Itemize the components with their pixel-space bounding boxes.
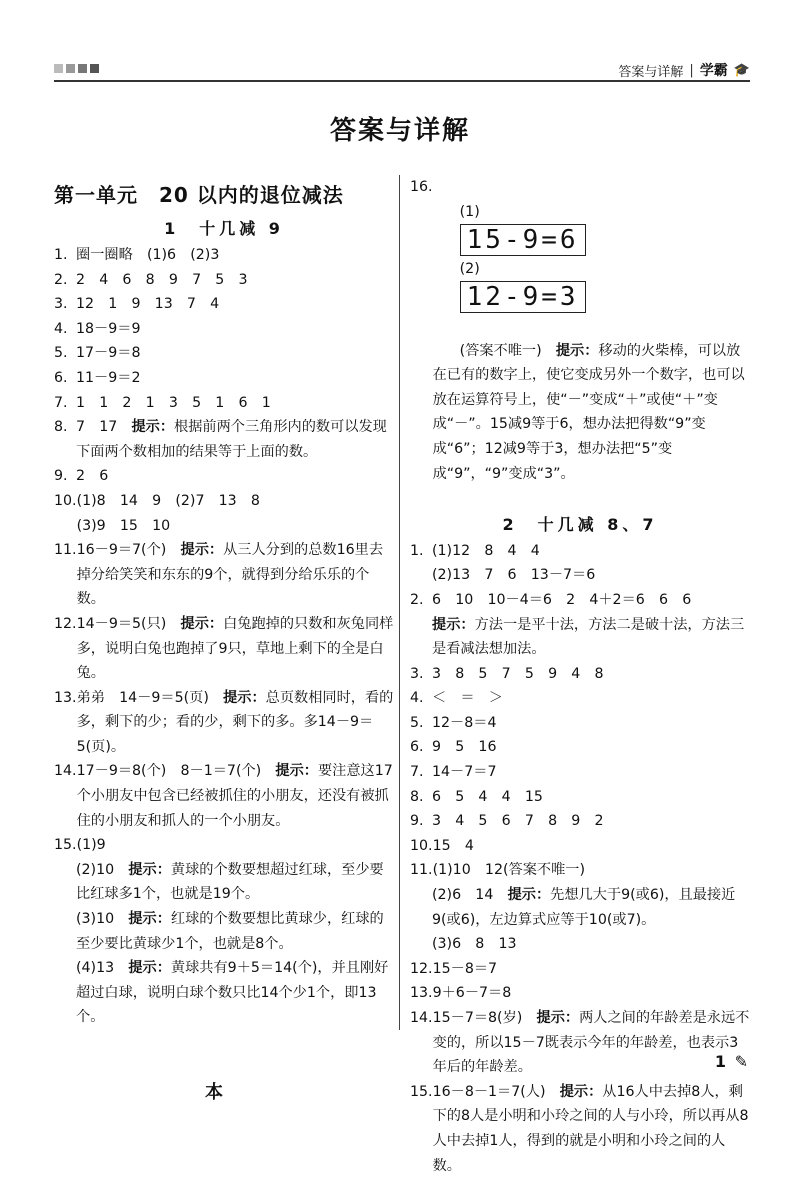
answer-value: 15－7＝8(岁)	[432, 1010, 537, 1026]
answer-item	[54, 833, 394, 858]
answer-value: 圈一圈略 (1)6 (2)3	[76, 247, 220, 263]
answer-item	[54, 858, 394, 907]
item-text	[76, 317, 394, 342]
item-text	[76, 415, 394, 464]
item-number: 2.	[54, 271, 68, 288]
answer-item	[54, 907, 394, 956]
item-number: 14.	[54, 763, 77, 780]
answer-item	[410, 858, 750, 883]
item-text	[77, 759, 394, 833]
answer-item	[54, 489, 394, 538]
item-number: 12.	[410, 960, 433, 977]
item-text	[76, 391, 394, 416]
hint-label: 提示：	[180, 615, 224, 632]
answer-value: 9 5 16	[432, 739, 497, 756]
header-rule	[54, 80, 750, 82]
answer-item	[410, 785, 750, 810]
item-text	[76, 366, 394, 391]
answer-item	[410, 883, 750, 932]
hint-text: 两人之间的年龄差是永远不变的，所以15－7既表示今年的年龄差，也表示3年后的年龄差。	[432, 1010, 750, 1076]
answer-value: (1)9	[76, 837, 106, 854]
hint-text: 从三人分到的总数16里去掉分给笑笑和东东的9个，就得到分给乐乐的个数。	[76, 542, 384, 608]
item-number: 8.	[410, 788, 424, 805]
answer-value: 17－9＝8(个) 8－1＝7(个)	[76, 763, 276, 780]
hint-text: 先想几大于9(或6)，且最接近9(或6)，左边算式应等于10(或7)。	[432, 887, 736, 928]
page-title: 答案与详解	[329, 116, 470, 146]
left-column	[54, 175, 394, 1030]
answer-item	[54, 341, 394, 366]
item-number: 1.	[54, 247, 68, 263]
answer-item	[54, 391, 394, 416]
item-text	[76, 243, 394, 268]
answer-item	[54, 366, 394, 391]
item-text	[432, 662, 750, 687]
item-number	[54, 907, 76, 956]
answer-value: 16－8－1＝7(人)	[432, 1083, 560, 1100]
item-text	[77, 686, 394, 760]
item-number: 2.	[410, 591, 424, 608]
hint-text: 黄球共有9＋5＝14(个)，并且刚好超过白球，说明白球个数只比14个少1个，即13个。	[76, 960, 389, 1026]
answer-value: 18－9＝9	[76, 320, 141, 337]
item-number	[410, 883, 432, 932]
item-text	[432, 613, 750, 662]
part-label: (1)	[459, 203, 480, 220]
item-text	[76, 956, 394, 1030]
graduation-cap-icon: 🎓	[733, 62, 750, 78]
hint-label: 提示：	[128, 911, 171, 928]
decor-square	[78, 64, 87, 73]
answer-value: 16－9＝7(个)	[76, 542, 181, 559]
answer-item	[410, 175, 750, 511]
matchstick-equation: 15-9=6	[460, 224, 586, 256]
answer-item	[410, 711, 750, 736]
answer-value: 14－7＝7	[432, 764, 497, 781]
item-number: 13.	[410, 985, 433, 1002]
answer-item	[410, 834, 750, 859]
answer-value: (4)13	[76, 960, 129, 977]
item-text	[76, 292, 394, 317]
item-text	[432, 760, 750, 785]
answer-value: 11－9＝2	[76, 369, 141, 386]
answer-item	[410, 662, 750, 687]
item-number: 15.	[410, 1083, 433, 1100]
answer-value: 弟弟 14－9＝5(页)	[76, 689, 224, 706]
answer-item	[54, 415, 394, 464]
answer-item	[54, 956, 394, 1030]
item-number: 15.	[54, 837, 77, 854]
answer-value: ＜ ＝ ＞	[432, 690, 503, 707]
item-text	[433, 175, 750, 511]
answer-item	[54, 612, 394, 686]
answer-value: (1)12 8 4 4 (2)13 7 6 13－7＝6	[432, 542, 596, 584]
note: (答案不唯一)	[459, 342, 556, 359]
answer-item	[54, 268, 394, 293]
answer-value: 12－8＝4	[432, 714, 497, 731]
answer-value: 2 4 6 8 9 7 5 3	[76, 271, 248, 288]
section-title: 1 十几减 9	[164, 219, 284, 238]
item-text	[432, 735, 750, 760]
answer-value: 9＋6－7＝8	[432, 985, 512, 1002]
answer-item	[410, 932, 750, 957]
answer-item	[410, 760, 750, 785]
item-text	[77, 489, 394, 538]
item-number: 4.	[410, 690, 424, 707]
answer-value: 1 1 2 1 3 5 1 6 1	[76, 394, 271, 411]
hint-label: 提示：	[432, 616, 475, 633]
item-number: 3.	[410, 665, 424, 682]
answer-item	[54, 686, 394, 760]
footer-char: 本	[205, 1082, 223, 1103]
item-number: 8.	[54, 419, 68, 436]
item-text	[432, 932, 750, 957]
answer-item	[410, 539, 750, 588]
item-number: 10.	[54, 492, 77, 509]
answer-list	[410, 539, 750, 1178]
hint-text: 白兔跑掉的只数和灰兔同样多，说明白兔也跑掉了9只，草地上剩下的全是白兔。	[76, 615, 394, 682]
item-number: 11.	[54, 542, 77, 559]
answer-item	[54, 464, 394, 489]
item-number	[54, 858, 76, 907]
answer-item	[54, 538, 394, 612]
answer-list	[54, 243, 394, 1030]
hint-text: 从16人中去掉8人，剩下的8人是小明和小玲之间的人与小玲，所以再从8人中去掉1人，得到的就是小明和小玲之间的人数。	[432, 1083, 749, 1174]
hint-label: 提示：	[559, 1083, 603, 1100]
item-text	[76, 464, 394, 489]
item-number	[410, 613, 432, 662]
answer-value: (1)8 14 9 (2)7 13 8 (3)9 15 10	[76, 492, 260, 534]
item-number: 5.	[54, 345, 68, 362]
header-title: 答案与详解	[618, 64, 684, 80]
item-number: 6.	[410, 739, 424, 756]
answer-item	[410, 735, 750, 760]
answer-value: 14－9＝5(只)	[76, 615, 181, 632]
hint-label: 提示：	[131, 419, 175, 436]
header-right	[618, 60, 750, 80]
hint-text: 黄球的个数要想超过红球，至少要比红球多1个，也就是19个。	[76, 861, 384, 903]
hint-label: 提示：	[507, 887, 551, 904]
answer-value: 15－8＝7	[432, 960, 498, 977]
item-number: 7.	[54, 394, 68, 411]
item-number: 16.	[410, 179, 433, 195]
item-number: 10.	[410, 837, 433, 854]
answer-item	[54, 292, 394, 317]
item-text	[432, 686, 750, 711]
answer-value: (2)10	[76, 861, 129, 878]
answer-item	[410, 809, 750, 834]
item-number: 9.	[54, 468, 68, 485]
item-text	[432, 785, 750, 810]
section-title: 2 十几减 8、7	[502, 514, 658, 534]
item-number: 12.	[54, 615, 77, 632]
item-number: 5.	[410, 714, 424, 731]
decor-square	[66, 64, 75, 73]
item-text	[433, 834, 750, 859]
hint-label: 提示：	[275, 763, 318, 780]
hint-label: 提示：	[536, 1010, 580, 1026]
answer-value: (1)10 12(答案不唯一)	[432, 862, 585, 879]
hint-text: 要注意这17个小朋友中包含已经被抓住的小朋友，还没有被抓住的小朋友和抓人的一个小朋友。	[76, 763, 393, 829]
answer-item	[410, 1080, 750, 1178]
answer-item	[54, 243, 394, 268]
answer-value: (3)10	[76, 911, 129, 928]
hint-text: 根据前两个三角形内的数可以发现下面两个数相加的结果等于上面的数。	[76, 419, 387, 460]
item-number	[410, 932, 432, 957]
answer-item	[410, 957, 750, 982]
item-number: 6.	[54, 369, 68, 386]
answer-value: (3)6 8 13	[432, 936, 517, 953]
item-number: 13.	[54, 689, 77, 706]
item-text	[433, 858, 750, 883]
decor-square	[54, 64, 63, 73]
item-text	[432, 883, 750, 932]
hint-label: 提示：	[128, 960, 171, 977]
answer-item	[54, 759, 394, 833]
part-label: (2)	[459, 260, 480, 277]
brand-logo: 学霸	[699, 63, 728, 79]
hint-label: 提示：	[128, 861, 171, 878]
hint-text: 总页数相同时，看的多，剩下的少；看的少，剩下的多。多14－9＝5(页)。	[76, 689, 394, 755]
answer-value: (2)6 14	[432, 887, 508, 904]
item-text	[76, 341, 394, 366]
item-text	[76, 268, 394, 293]
page-number: 1	[714, 1052, 726, 1071]
item-number: 14.	[410, 1010, 433, 1026]
answer-item	[410, 1006, 750, 1080]
header-decoration	[54, 64, 99, 73]
hint-label: 提示：	[180, 542, 224, 559]
item-number	[54, 956, 76, 1030]
item-text	[76, 907, 394, 956]
item-number: 11.	[410, 862, 433, 879]
item-text	[77, 538, 394, 612]
item-number: 9.	[410, 813, 424, 830]
answer-value: 6 10 10－4＝6 2 4＋2＝6 6 6	[432, 591, 692, 608]
item-text	[76, 858, 394, 907]
item-text	[433, 1006, 750, 1080]
item-text	[77, 612, 394, 686]
header-separator: |	[689, 62, 694, 78]
answer-item	[410, 981, 750, 1006]
item-text	[433, 981, 750, 1006]
answer-value: 7 17	[76, 419, 132, 436]
item-number: 7.	[410, 764, 424, 781]
answer-value: 3 4 5 6 7 8 9 2	[432, 813, 604, 830]
answer-value: 12 1 9 13 7 4	[76, 296, 220, 313]
item-text	[432, 539, 750, 588]
item-number: 3.	[54, 296, 68, 313]
answer-item	[54, 317, 394, 342]
answer-value: 17－9＝8	[76, 345, 141, 362]
matchstick-equation: 12-9=3	[460, 281, 586, 313]
right-column	[410, 175, 750, 1178]
hint-text: 移动的火柴棒，可以放在已有的数字上，使它变成另外一个数字，也可以放在运算符号上，使“－”变成“＋”或使“＋”变成“－”。15减9等于6，想办法把得数“9”变成“6”；12减9等于3，想办法把“5”变成“9”，“9”变成“3”。	[432, 342, 745, 482]
item-text	[77, 833, 394, 858]
item-text	[433, 957, 750, 982]
pencil-icon: ✎	[734, 1052, 748, 1071]
column-divider	[399, 175, 400, 1030]
answer-value: 3 8 5 7 5 9 4 8	[432, 665, 604, 682]
item-text	[432, 588, 750, 613]
hint-label: 提示：	[555, 342, 599, 359]
decor-square	[90, 64, 99, 73]
item-text	[432, 711, 750, 736]
item-number: 4.	[54, 320, 68, 337]
item-number: 1.	[410, 542, 424, 559]
item-text	[432, 809, 750, 834]
hint-text: 红球的个数要想比黄球少，红球的至少要比黄球少1个，也就是8个。	[76, 911, 384, 952]
answer-value: 6 5 4 4 15	[432, 788, 543, 805]
hint-label: 提示：	[223, 689, 266, 706]
answer-item	[410, 588, 750, 613]
hint-text: 方法一是平十法，方法二是破十法，方法三是看减法想加法。	[432, 616, 745, 658]
answer-value: 15 4	[432, 837, 474, 854]
answer-item	[410, 686, 750, 711]
unit-title: 第一单元 20 以内的退位减法	[54, 183, 344, 207]
answer-value: 2 6	[76, 468, 109, 485]
item-text	[433, 1080, 750, 1178]
answer-item	[410, 613, 750, 662]
